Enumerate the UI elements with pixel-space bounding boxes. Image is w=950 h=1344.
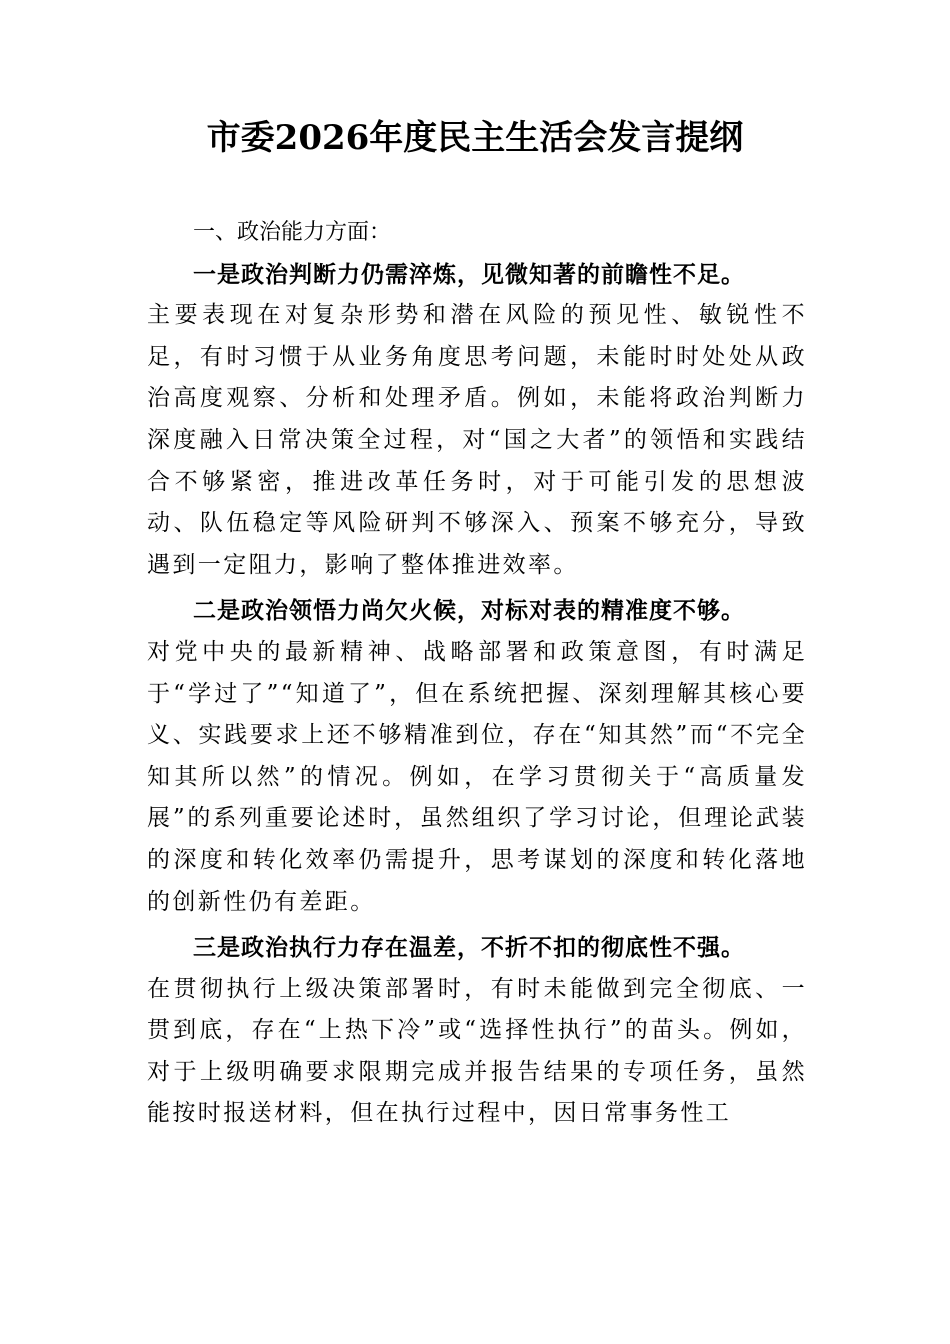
section-heading: 一、政治能力方面： (193, 220, 392, 245)
paragraph-political-execution (147, 927, 807, 1135)
paragraph-political-judgment (147, 254, 807, 587)
paragraph-body: 在贯彻执行上级决策部署时，有时未能做到完全彻底、一贯到底，存在“上热下冷”或“选择性执行”的苗头。例如，对于上级明确要求限期完成并报告结果的专项任务，虽然能按时报送材料，但在执行过程中，因日常事务性工 (147, 975, 807, 1127)
document-body (147, 212, 807, 1139)
paragraph-political-comprehension (147, 590, 807, 923)
paragraph-lead: 二是政治领悟力尚欠火候，对标对表的精准度不够。 (193, 597, 745, 625)
paragraph-body: 主要表现在对复杂形势和潜在风险的预见性、敏锐性不足，有时习惯于从业务角度思考问题，未能时时处处从政治高度观察、分析和处理矛盾。例如，未能将政治判断力深度融入日常决策全过程，对“国之大者”的领悟和实践结合不够紧密，推进改革任务时，对于可能引发的思想波动、队伍稳定等风险研判不够深入、预案不够充分，导致遇到一定阻力，影响了整体推进效率。 (147, 302, 807, 578)
paragraph-body: 对党中央的最新精神、战略部署和政策意图，有时满足于“学过了”“知道了”，但在系统把握、深刻理解其核心要义、实践要求上还不够精准到位，存在“知其然”而“不完全知其所以然”的情况。例如，在学习贯彻关于“高质量发展”的系列重要论述时，虽然组织了学习讨论，但理论武装的深度和转化效率仍需提升，思考谋划的深度和转化落地的创新性仍有差距。 (147, 638, 807, 915)
paragraph-lead: 三是政治执行力存在温差，不折不扣的彻底性不强。 (193, 934, 745, 962)
document-title: 市委2026年度民主生活会发言提纲 (206, 118, 744, 158)
paragraph-lead: 一是政治判断力仍需淬炼，见微知著的前瞻性不足。 (193, 260, 745, 288)
